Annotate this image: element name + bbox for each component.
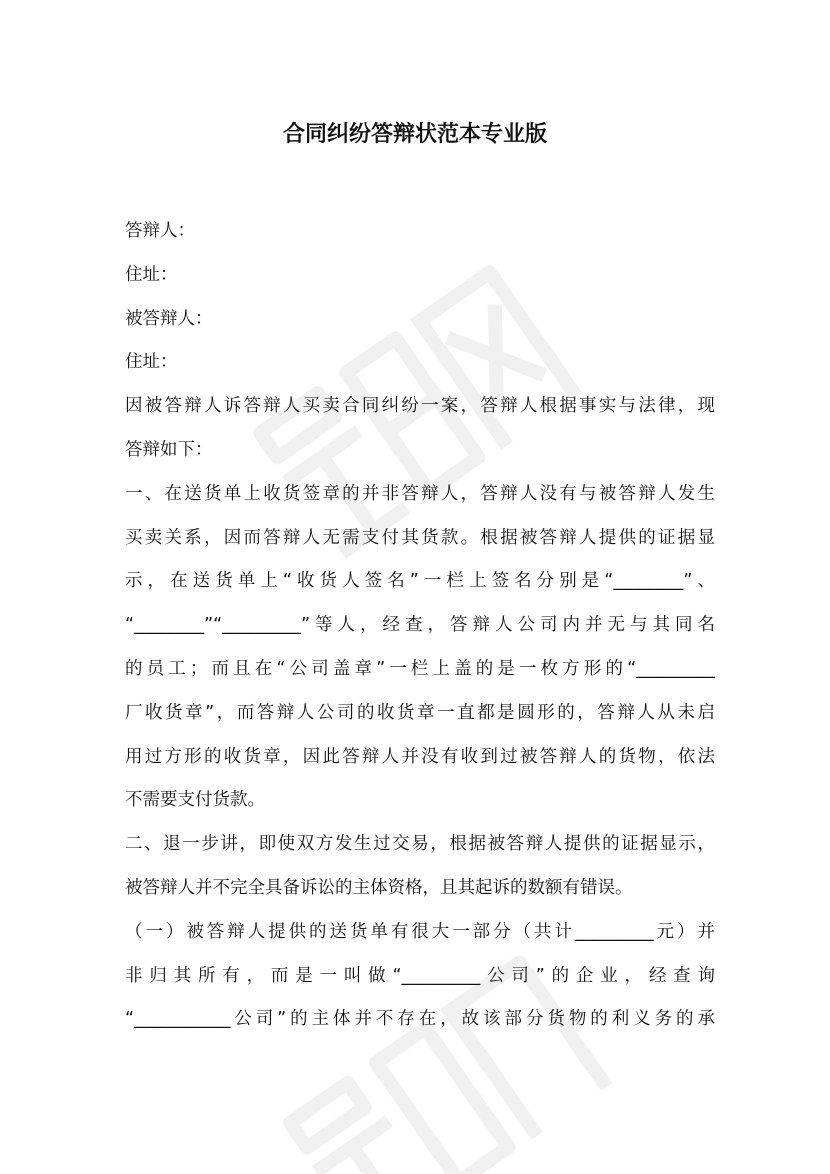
subsection-1-line-2: 非归其所有，而是一叫做“_________公司”的企业，经查询 bbox=[125, 965, 715, 986]
section-1-line-6: 厂收货章”，而答辩人公司的收货章一直都是圆形的，答辩人从未启 bbox=[125, 702, 715, 723]
section-1-line-4: “________”“_________”等人，经查，答辩人公司内并无与其同名 bbox=[125, 615, 715, 636]
document-title: 合同纠纷答辩状范本专业版 bbox=[282, 122, 547, 147]
section-1-line-7: 用过方形的收货章，因此答辩人并没有收到过被答辩人的货物，依法 bbox=[125, 746, 715, 767]
section-2-line-1: 二、退一步讲，即使双方发生过交易，根据被答辩人提供的证据显示， bbox=[125, 834, 715, 855]
subsection-1-line-3: “___________公司”的主体并不存在，故该部分货物的利义务的承 bbox=[125, 1009, 715, 1030]
subsection-1-line-1: （一）被答辩人提供的送货单有很大一部分（共计_________元）并 bbox=[125, 921, 715, 942]
section-1-line-1: 一、在送货单上收货签章的并非答辩人，答辩人没有与被答辩人发生 bbox=[125, 483, 715, 504]
document-body bbox=[125, 216, 715, 1048]
section-1-line-3: 示，在送货单上“收货人签名”一栏上签名分别是“________”、 bbox=[125, 571, 715, 592]
intro-line-2: 答辩如下： bbox=[125, 439, 213, 460]
respondent-label: 答辩人： bbox=[125, 221, 195, 241]
section-1-line-8: 不需要支付货款。 bbox=[125, 790, 265, 811]
intro-line-1: 因被答辩人诉答辩人买卖合同纠纷一案，答辩人根据事实与法律，现 bbox=[125, 396, 715, 417]
section-1-line-5: 的员工；而且在“公司盖章”一栏上盖的是一枚方形的“_________ bbox=[125, 658, 715, 679]
section-1-line-2: 买卖关系，因而答辩人无需支付其货款。根据被答辩人提供的证据显 bbox=[125, 527, 715, 548]
respondent-address-label: 住址： bbox=[125, 264, 178, 285]
section-2-line-2: 被答辩人并不完全具备诉讼的主体资格，且其起诉的数额有错误。 bbox=[125, 877, 633, 898]
claimant-label: 被答辩人： bbox=[125, 308, 213, 329]
claimant-address-label: 住址： bbox=[125, 352, 178, 373]
